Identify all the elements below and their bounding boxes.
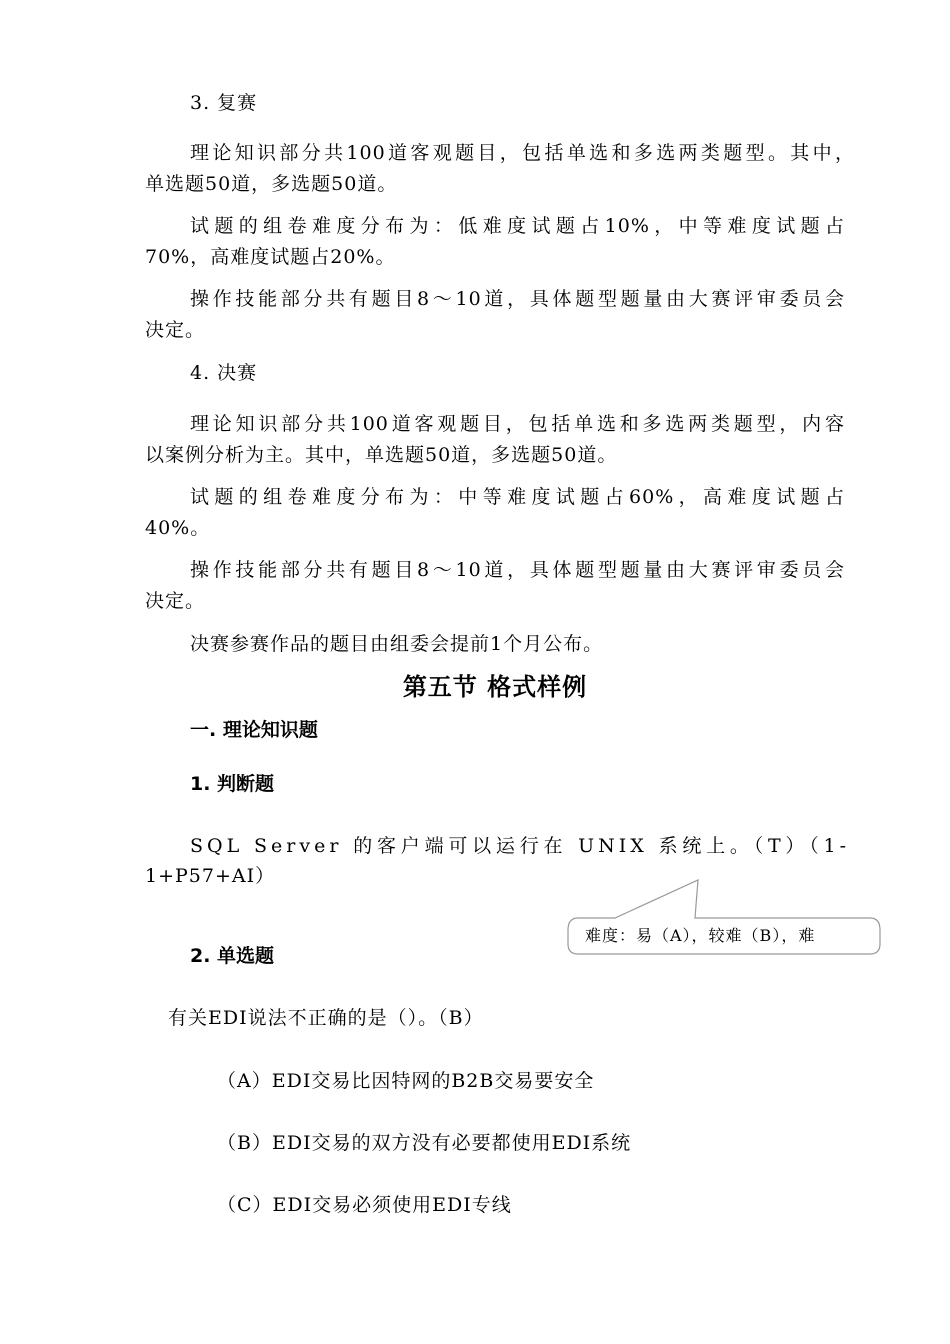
semifinal-difficulty-line2: 70%，高难度试题占20%。 [145, 246, 396, 268]
finals-skills-line2: 决定。 [145, 590, 206, 612]
option-c: （C）EDI交易必须使用EDI专线 [217, 1194, 512, 1216]
option-b: （B）EDI交易的双方没有必要都使用EDI系统 [217, 1132, 632, 1154]
option-a: （A）EDI交易比因特网的B2B交易要安全 [217, 1070, 595, 1092]
semifinal-theory-line2: 单选题50道，多选题50道。 [145, 173, 398, 195]
finals-difficulty-line2: 40%。 [145, 517, 211, 539]
true-false-heading: 1. 判断题 [190, 773, 275, 795]
finals-skills-line1: 操作技能部分共有题目8～10道，具体题型题量由大赛评审委员会 [190, 559, 845, 581]
single-choice-heading: 2. 单选题 [190, 945, 275, 967]
finals-publish-note: 决赛参赛作品的题目由组委会提前1个月公布。 [190, 633, 604, 655]
difficulty-callout-text: 难度：易（A），较难（B），难 [585, 926, 816, 945]
semifinal-skills-line2: 决定。 [145, 319, 206, 341]
section-title: 第五节 格式样例 [402, 673, 588, 701]
heading-semifinal: 3. 复赛 [190, 92, 258, 114]
single-choice-question: 有关EDI说法不正确的是（）。（B） [168, 1007, 484, 1029]
true-false-question-line2: 1+P57+AI） [145, 865, 276, 887]
theory-questions-heading: 一. 理论知识题 [190, 719, 318, 741]
semifinal-skills-line1: 操作技能部分共有题目8～10道，具体题型题量由大赛评审委员会 [190, 288, 845, 310]
finals-difficulty-line1: 试题的组卷难度分布为：中等难度试题占60%，高难度试题占 [190, 486, 845, 508]
finals-theory-line2: 以案例分析为主。其中，单选题50道，多选题50道。 [145, 444, 618, 466]
finals-theory-line1: 理论知识部分共100道客观题目，包括单选和多选两类题型，内容 [190, 413, 845, 435]
true-false-question-line1: SQL Server 的客户端可以运行在 UNIX 系统上。（T）（1- [190, 835, 850, 857]
heading-finals: 4. 决赛 [190, 362, 258, 384]
semifinal-difficulty-line1: 试题的组卷难度分布为：低难度试题占10%，中等难度试题占 [190, 215, 845, 237]
semifinal-theory-line1: 理论知识部分共100道客观题目，包括单选和多选两类题型。其中， [190, 142, 855, 164]
